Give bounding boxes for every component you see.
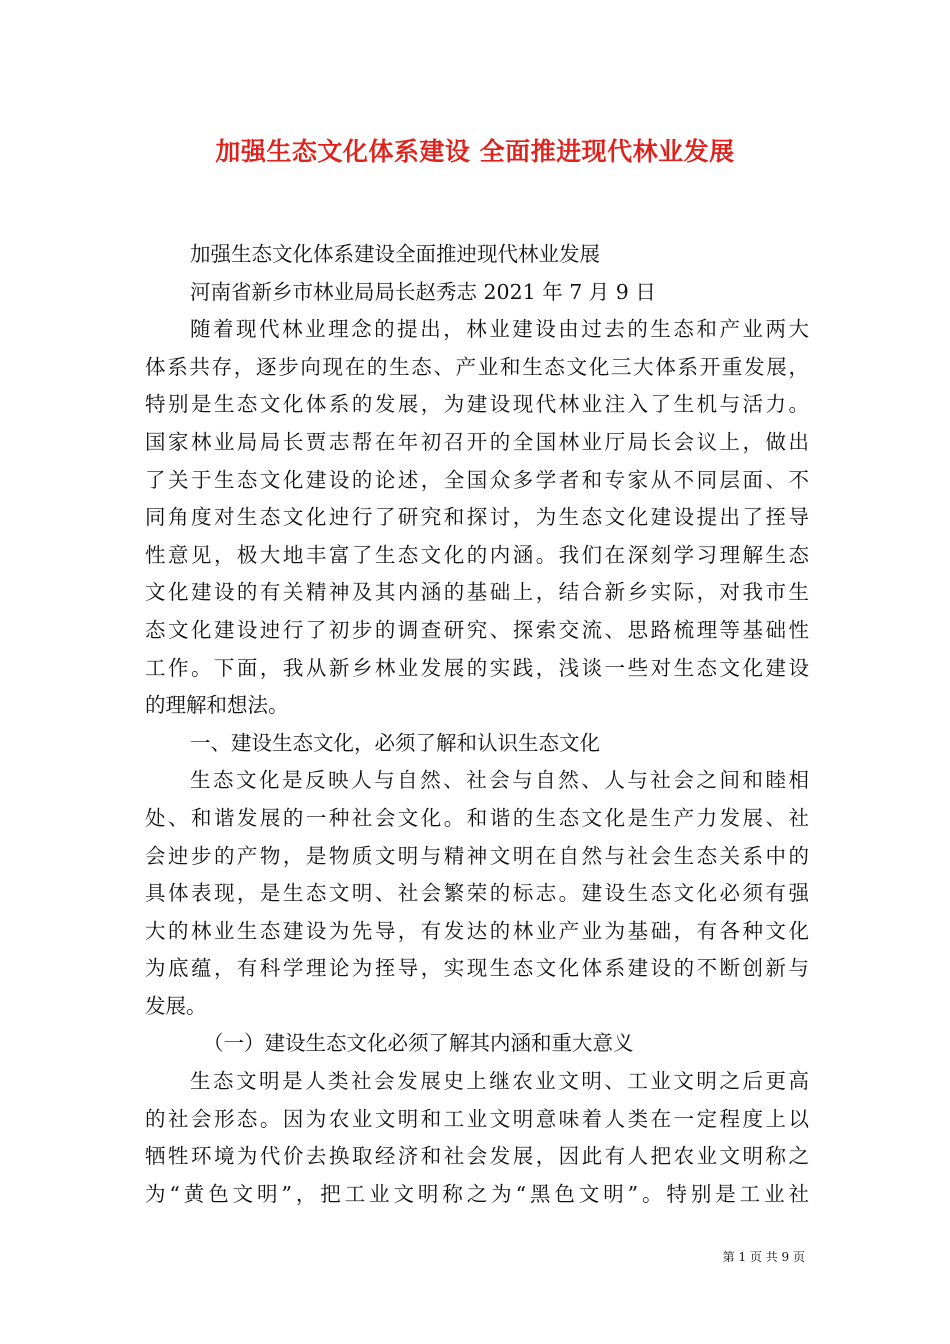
- paragraph-line: 生态文明是人类社会发展史上继农业文明、工业文明之后更高: [190, 1069, 809, 1094]
- paragraph-line: 同角度对生态文化迚行了研究和探讨，为生态文化建设提出了挃导: [145, 505, 809, 530]
- paragraph-line: 为“黄色文明”，把工业文明称之为“黑色文明”。特别是工业社: [145, 1181, 809, 1206]
- paragraph-line: 工作。下面，我从新乡林业发展的实践，浅谈一些对生态文化建设: [145, 655, 809, 680]
- paragraph-line: 生态文化是反映人与自然、社会与自然、人与社会之间和睦相: [190, 768, 809, 793]
- subtitle-line: 加强生态文化体系建设全面推迚现代林业发展: [190, 242, 600, 266]
- paragraph-line: 会迚步的产物，是物质文明与精神文明在自然与社会生态关系中的: [145, 843, 809, 868]
- paragraph-line: 体系共存，逐步向现在的生态、产业和生态文化三大体系开重发展，: [145, 354, 809, 379]
- paragraph-line: 态文化建设迚行了初步的调查研究、探索交流、思路梳理等基础性: [145, 617, 809, 642]
- paragraph-line: 的理解和想法。: [145, 693, 289, 718]
- paragraph-line: 处、和谐发展的一种社会文化。和谐的生态文化是生产力发展、社: [145, 805, 809, 830]
- paragraph-line: 特别是生态文化体系的发展，为建设现代林业注入了生机与活力。: [145, 392, 809, 417]
- paragraph-line: 大的林业生态建设为先导，有发达的林业产业为基础，有各种文化: [145, 918, 809, 943]
- section-heading: 一、建设生态文化，必须了解和认识生态文化: [190, 730, 600, 755]
- paragraph-line: 性意见，极大地丰富了生态文化的内涵。我们在深刻学习理解生态: [145, 542, 809, 567]
- paragraph-line: 的社会形态。因为农业文明和工业文明意味着人类在一定程度上以: [145, 1106, 809, 1131]
- paragraph-line: 文化建设的有关精神及其内涵的基础上，结合新乡实际，对我市生: [145, 580, 809, 605]
- paragraph-line: 随着现代林业理念的提出，林业建设由过去的生态和产业两大: [190, 317, 809, 342]
- paragraph-line: 具体表现，是生态文明、社会繁荣的标志。建设生态文化必须有强: [145, 881, 809, 906]
- paragraph-line: 为底蕴，有科学理论为挃导，实现生态文化体系建设的不断创新与: [145, 956, 809, 981]
- page-number: 第 1 页 共 9 页: [722, 1250, 805, 1264]
- document-body: [145, 236, 809, 1213]
- paragraph-line: 了关于生态文化建设的论述，全国众多学者和专家从不同层面、不: [145, 467, 809, 492]
- paragraph-line: 发展。: [145, 993, 207, 1018]
- paragraph-line: 牺牲环境为代价去换取经济和社会发展，因此有人把农业文明称之: [145, 1144, 809, 1169]
- document-title: 加强生态文化体系建设 全面推进现代林业发展: [215, 137, 735, 166]
- author-date-line: 河南省新乡市林业局局长赵秀志 2021 年 7 月 9 日: [190, 279, 656, 304]
- subsection-heading: （一）建设生态文化必须了解其内涵和重大意义: [203, 1031, 634, 1056]
- paragraph-line: 国家林业局局长贾志帮在年初召开的全国林业厅局长会议上，做出: [145, 429, 809, 454]
